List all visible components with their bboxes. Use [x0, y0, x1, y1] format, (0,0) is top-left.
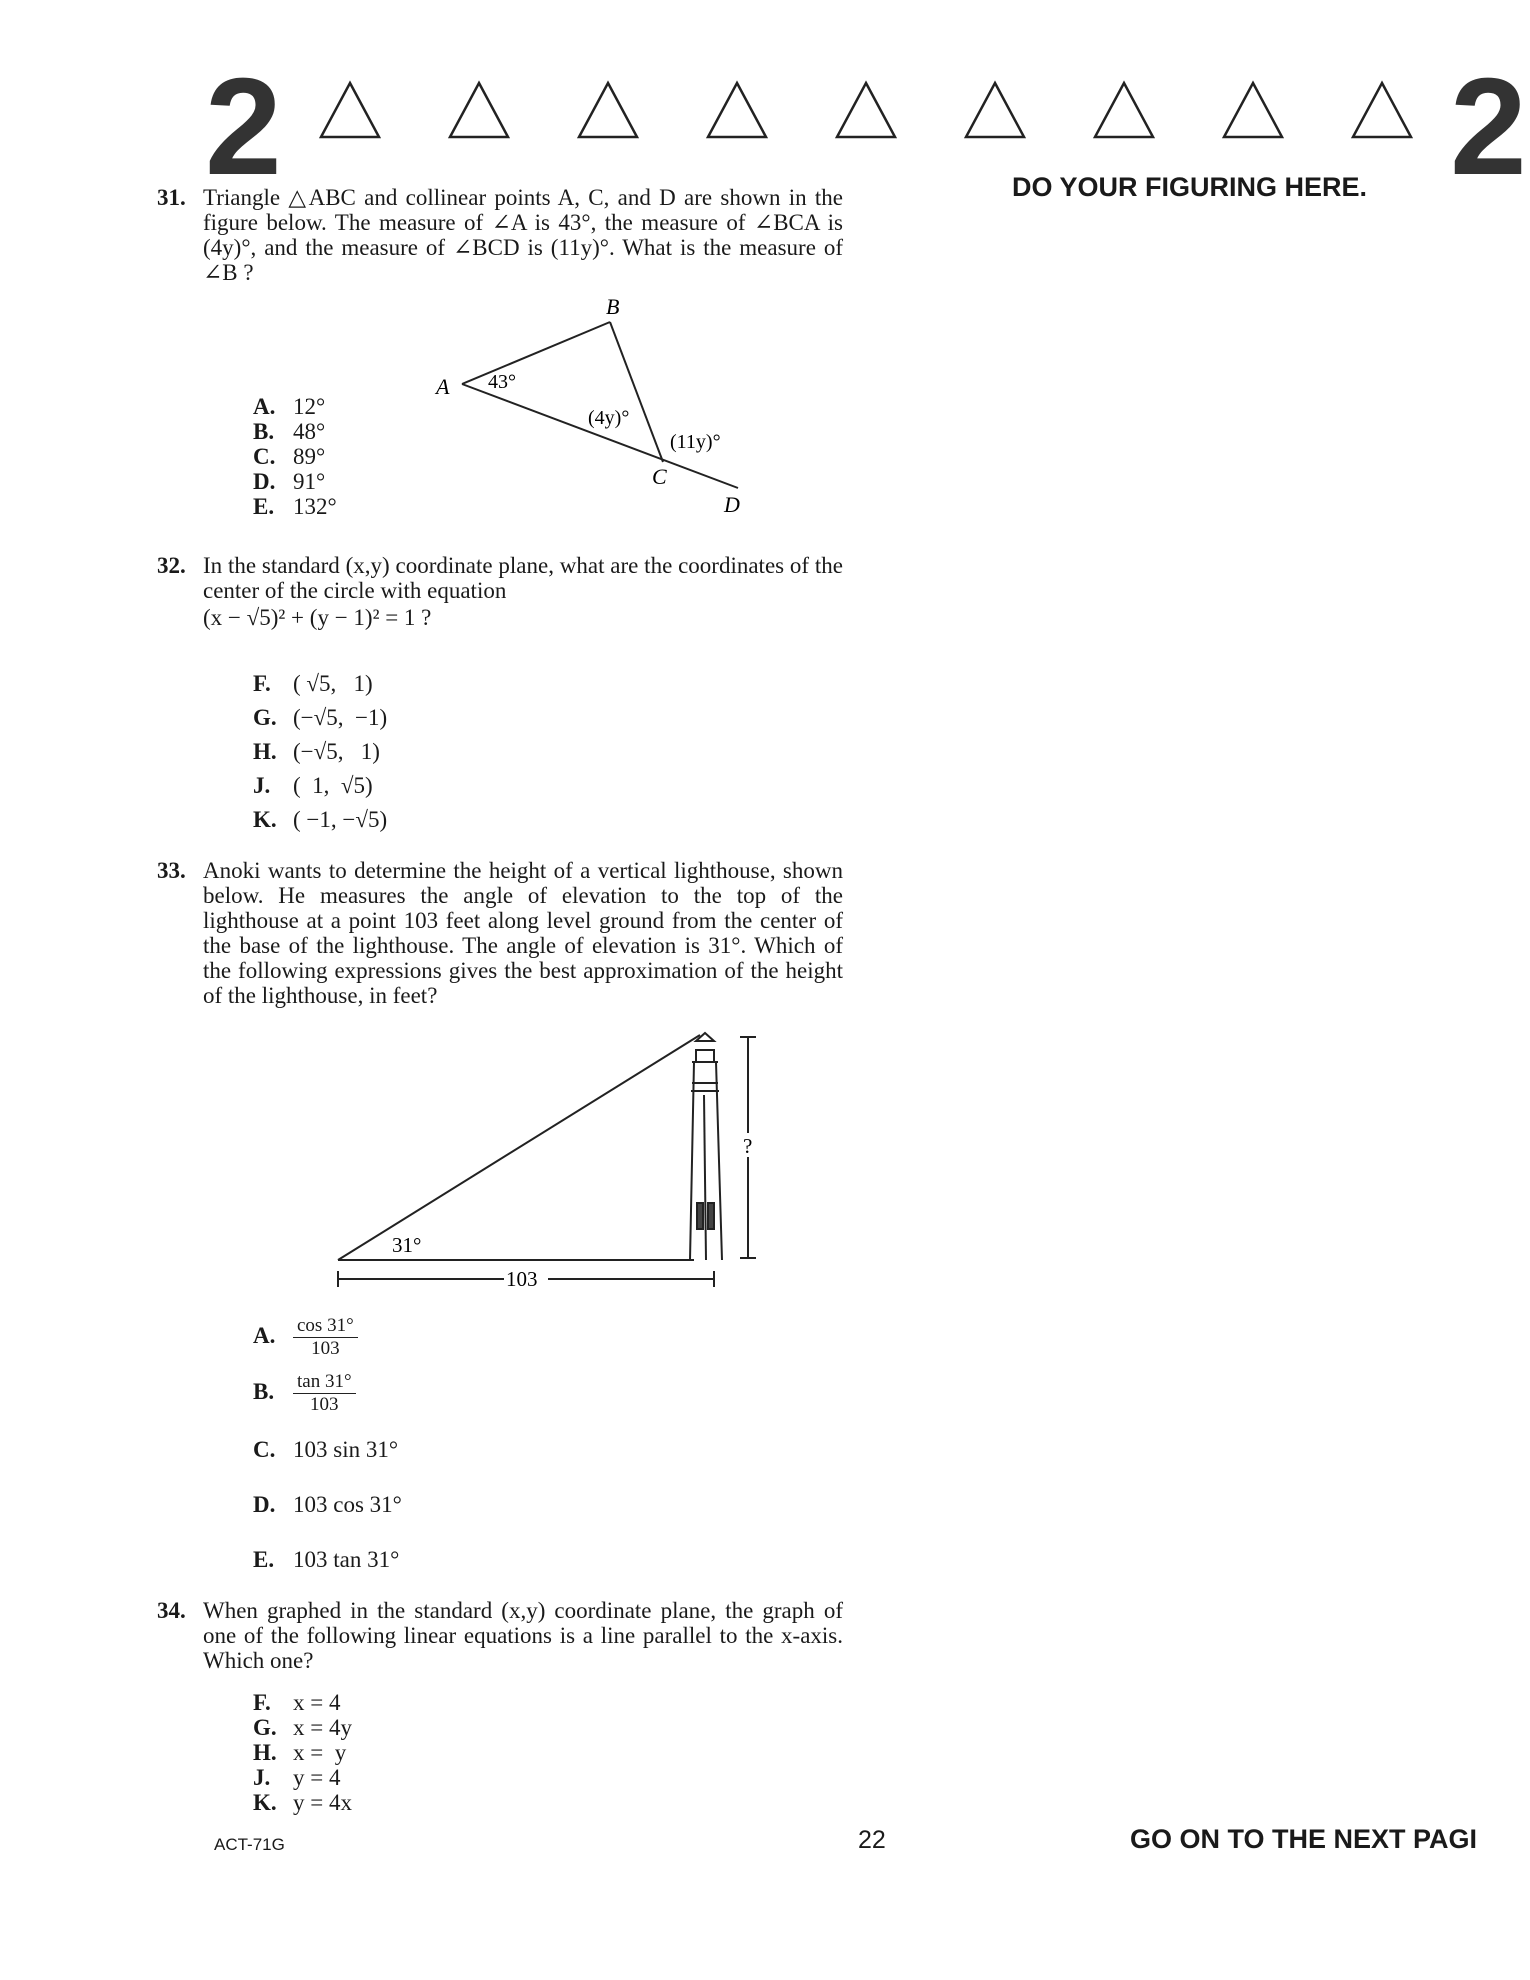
angle-label: 31° [392, 1233, 422, 1257]
question-text: Anoki wants to determine the height of a vertical lighthouse, shown below. He measures the angle of elevation to the top of the lighthouse at a point 103 feet along level ground from the center of the base of the lighthouse. The angle of elevation is 31°. Which of the following expressions gives the best approximation of the height of the lighthouse, in feet? [203, 858, 843, 1008]
question-text: Triangle △ABC and collinear points A, C, and D are shown in the figure below. The measure of ∠A is 43°, the measure of ∠BCA is (4y)°, and the measure of ∠BCD is (11y)°. What is the measure of ∠B ? [203, 185, 843, 285]
option[interactable]: K. y = 4x [253, 1790, 352, 1815]
triangle-icon [1221, 80, 1285, 140]
option[interactable]: G. x = 4y [253, 1715, 352, 1740]
question-34 [157, 1598, 843, 1673]
question-31 [157, 185, 843, 285]
triangle-icon [447, 80, 511, 140]
option[interactable]: F. x = 4 [253, 1690, 341, 1715]
question-text: When graphed in the standard (x,y) coordinate plane, the graph of one of the following linear equations is a line parallel to the x-axis. Which one? [203, 1598, 843, 1673]
option[interactable]: H. x = y [253, 1740, 347, 1765]
option[interactable]: D. 103 cos 31° [253, 1492, 402, 1517]
triangle-icon [834, 80, 898, 140]
label-d: D [724, 492, 740, 517]
option[interactable]: C. 103 sin 31° [253, 1437, 399, 1462]
option[interactable]: C. 89° [253, 444, 326, 469]
option[interactable]: A. 12° [253, 394, 326, 419]
page-number: 22 [858, 1826, 886, 1854]
question-number: 34. [157, 1598, 186, 1623]
option[interactable]: K. ( −1, −√5) [253, 807, 388, 832]
question-number: 33. [157, 858, 186, 883]
lighthouse-figure [320, 1025, 780, 1305]
next-page-label: GO ON TO THE NEXT PAGI [1130, 1824, 1478, 1854]
triangle-icon [576, 80, 640, 140]
option[interactable]: H. (−√5, 1) [253, 739, 380, 764]
label-a: A [436, 374, 450, 399]
base-label: 103 [506, 1267, 538, 1291]
question-text: In the standard (x,y) coordinate plane, what are the coordinates of the center of the circle with equation [203, 553, 843, 603]
option[interactable]: E. 103 tan 31° [253, 1547, 400, 1572]
option[interactable]: J. y = 4 [253, 1765, 341, 1790]
option[interactable]: G. (−√5, −1) [253, 705, 388, 730]
question-32 [157, 553, 843, 630]
circle-equation: (x − √5)² + (y − 1)² = 1 ? [203, 605, 432, 630]
question-number: 31. [157, 185, 186, 210]
question-33 [157, 858, 843, 1008]
options-34 [253, 1690, 352, 1815]
label-c: C [652, 464, 667, 489]
section-number-left: 2 [205, 50, 282, 204]
angle-a-label: 43° [488, 371, 516, 393]
figuring-label: DO YOUR FIGURING HERE. [1012, 172, 1368, 202]
option[interactable]: A. $\frac{\cos 31^\circ}{103}$ [253, 1315, 402, 1371]
section-number-right: 2 [1450, 50, 1527, 204]
option[interactable]: E. 132° [253, 494, 337, 519]
question-number: 32. [157, 553, 186, 578]
option[interactable]: B. $\frac{\tan 31^\circ}{103}$ [253, 1371, 402, 1437]
option[interactable]: B. 48° [253, 419, 326, 444]
angle-bcd-label: (11y)° [670, 431, 721, 453]
option[interactable]: J. ( 1, √5) [253, 773, 373, 798]
option[interactable]: D. 91° [253, 469, 326, 494]
options-32 [253, 667, 387, 837]
option[interactable]: F. ( √5, 1) [253, 671, 373, 696]
triangle-icon [318, 80, 382, 140]
triangle-figure [420, 290, 760, 520]
triangle-icon [1350, 80, 1414, 140]
height-label: ? [743, 1134, 753, 1158]
triangle-icon [963, 80, 1027, 140]
options-31 [253, 394, 337, 519]
test-code: ACT-71G [214, 1835, 285, 1854]
angle-bca-label: (4y)° [588, 407, 630, 429]
options-33 [253, 1315, 402, 1602]
label-b: B [606, 294, 620, 319]
triangle-icon [1092, 80, 1156, 140]
triangle-icon [705, 80, 769, 140]
